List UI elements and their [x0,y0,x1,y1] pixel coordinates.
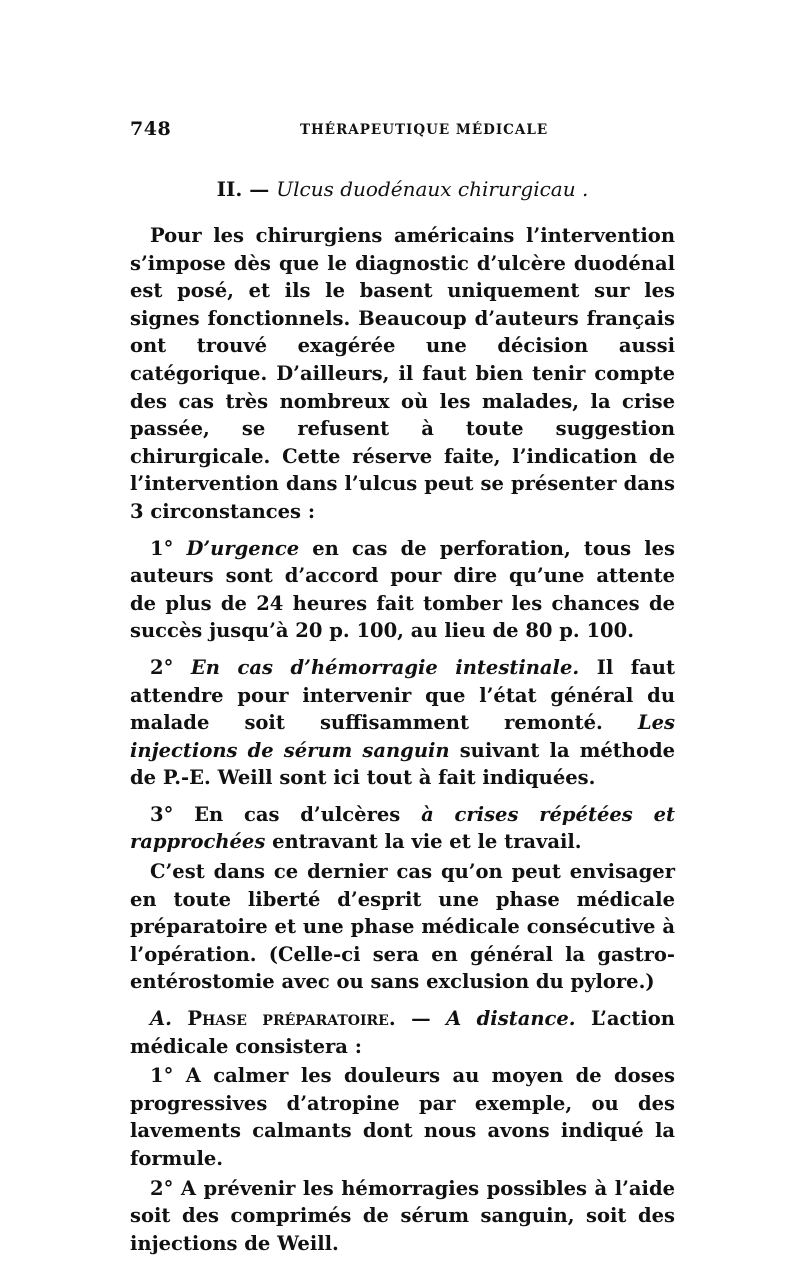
phase-subtitle: A distance. [446,1007,576,1031]
page-header [130,118,675,140]
phase-title: Phase préparatoire. [187,1007,396,1031]
section-title: Ulcus duodénaux chirurgicau . [276,177,589,201]
case-2-lead: En cas d’hémorragie intestinale. [190,655,580,679]
case-2-italic: Les injections de sérum sanguin [130,711,675,762]
phase-text: L’action médicale consistera : [130,1007,675,1058]
point-1-text: A calmer les douleurs au moyen de doses progressives d’atropine par exemple, ou des lavements calmants dont nous avons indiqué la formule. [130,1064,675,1170]
paragraph-phase [130,1005,675,1060]
paragraph-case-1 [130,535,675,645]
page-number: 748 [130,118,172,140]
section-number: II. — [216,177,270,201]
case-3-number: 3° [150,802,174,826]
case-2-text-a: Il faut attendre pour intervenir que l’état général du malade soit suffisamment remonté. [130,655,675,735]
case-3-text-a: En cas d’ulcères [173,802,422,826]
paragraph-point-1 [130,1062,675,1172]
case-1-number: 1° [150,536,174,560]
case-1-lead: D’urgence [186,536,300,560]
phase-label: A. [150,1007,172,1031]
point-2-text: A prévenir les hémorragies possibles à l’aide soit des comprimés de sérum sanguin, soit des injections de Weill. [130,1176,675,1255]
paragraph-case-2 [130,654,675,792]
point-2-number: 2° [150,1176,174,1200]
body-text [130,222,675,1266]
case-2-number: 2° [150,655,174,679]
case-3-text-b: entravant la vie et le travail. [265,830,582,854]
point-1-number: 1° [150,1064,174,1088]
paragraph-case-3-followup: C’est dans ce dernier cas qu’on peut envisager en toute liberté d’esprit une phase médicale préparatoire et une phase médicale consécutive à l’opération. (Celle-ci sera en général la gastro-entérostomie avec ou sans exclusion du pylore.) [130,860,675,994]
paragraph-point-2 [130,1175,675,1258]
case-2-text-b: suivant la méthode de P.-E. Weill sont ici tout à fait indiquées. [130,738,675,790]
case-1-text: en cas de perforation, tous les auteurs sont d’accord pour dire qu’une attente de plus de 24 heures fait tomber les chances de succès jusqu’à 20 p. 100, au lieu de 80 p. 100. [130,536,675,643]
paragraph-case-3 [130,801,675,856]
running-title: THÉRAPEUTIQUE MÉDICALE [300,122,549,138]
section-heading [130,177,675,201]
paragraph-intro: Pour les chirurgiens américains l’intervention s’impose dès que le diagnostic d’ulcère duodénal est posé, et ils le basent uniquement sur les signes fonctionnels. Beaucoup d’auteurs français ont trouvé exagérée une décision aussi catégorique. D’ailleurs, il faut bien tenir compte des cas très nombreux où les malades, la crise passée, se refusent à toute suggestion chirurgicale. Cette réserve faite, l’indication de l’intervention dans l’ulcus peut se présenter dans 3 circonstances : [130,224,675,523]
phase-dash: — [395,1007,447,1031]
case-3-italic: à crises répétées et rapprochées [130,802,675,854]
